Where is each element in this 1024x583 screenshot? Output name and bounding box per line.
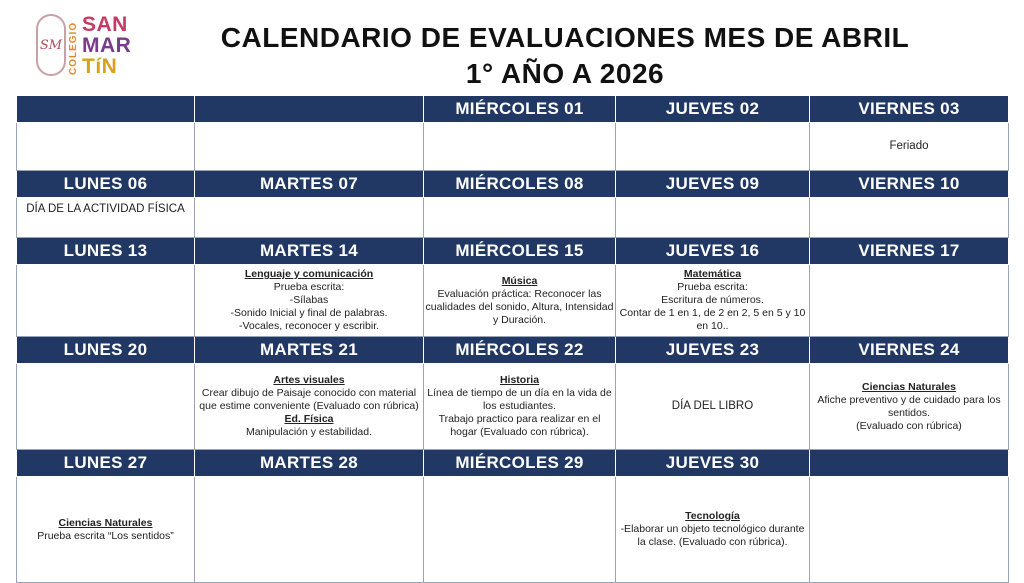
day-header: MIÉRCOLES 15 [424,238,616,265]
logo-colegio-text: COLEGIO [68,21,79,75]
day-header: MARTES 14 [195,238,424,265]
evaluation-detail: Crear dibujo de Paisaje conocido con material que estime conveniente (Evaluado con rúbrica) [199,387,419,412]
day-cell [616,477,810,583]
week-body-row [17,123,1009,171]
day-cell [810,364,1009,450]
evaluation-detail: Evaluación práctica: Reconocer las cualidades del sonido, Altura, Intensidad y Duración. [425,287,614,326]
day-cell [17,364,195,450]
day-header: JUEVES 16 [616,238,810,265]
evaluation-detail: Prueba escrita “Los sentidos” [37,529,174,542]
day-cell [810,265,1009,337]
crest-icon: SM [36,14,66,76]
day-cell [616,364,810,450]
day-cell [616,198,810,238]
day-cell [424,477,616,583]
day-cell [810,198,1009,238]
day-header: MIÉRCOLES 01 [424,96,616,123]
evaluation-detail: Manipulación y estabilidad. [245,426,373,438]
day-header: MARTES 21 [195,337,424,364]
day-header: MIÉRCOLES 08 [424,171,616,198]
day-cell [195,477,424,583]
subject-title: Ed. Física [284,413,334,425]
week-header-row [17,96,1009,123]
day-cell [17,265,195,337]
evaluation-detail: Trabajo practico para realizar en el hogar (Evaluado con rúbrica). [438,413,601,438]
day-cell [195,364,424,450]
evaluation-detail: -Vocales, reconocer y escribir. [238,320,380,332]
evaluation-detail: -Sonido Inicial y final de palabras. [230,307,388,319]
week-body-row [17,364,1009,450]
evaluation-detail: -Elaborar un objeto tecnológico durante la clase. (Evaluado con rúbrica). [620,523,805,548]
page-subtitle: 1° AÑO A 2026 [465,58,665,89]
week-body-row [17,265,1009,337]
subject-title: Ciencias Naturales [862,380,956,393]
evaluation-detail: Contar de 1 en 1, de 2 en 2, 5 en 5 y 10 en 10.. [619,307,806,332]
evaluation-detail: -Sílabas [289,294,329,306]
evaluation-detail: Línea de tiempo de un día en la vida de los estudiantes. [427,387,612,412]
page-header [0,0,1024,95]
day-cell [616,123,810,171]
day-header: LUNES 13 [17,238,195,265]
evaluation-detail: Afiche preventivo y de cuidado para los sentidos. [817,393,1001,419]
day-header [195,96,424,123]
day-header: LUNES 27 [17,450,195,477]
week-header-row [17,337,1009,364]
day-header: LUNES 20 [17,337,195,364]
day-header: JUEVES 02 [616,96,810,123]
day-cell [616,265,810,337]
page-title: CALENDARIO DE EVALUACIONES MES DE ABRIL [220,22,910,53]
day-header: JUEVES 30 [616,450,810,477]
week-header-row [17,450,1009,477]
evaluation-calendar [16,95,1009,583]
school-logo [36,14,156,80]
subject-title: Artes visuales [273,374,345,386]
day-cell [424,265,616,337]
day-note: DÍA DE LA ACTIVIDAD FÍSICA [26,203,185,215]
subject-title: Ciencias Naturales [58,516,153,529]
week-body-row [17,477,1009,583]
day-cell [195,198,424,238]
day-cell [424,198,616,238]
evaluation-detail: Prueba escrita: [677,281,748,293]
subject-title: Historia [499,374,540,386]
day-header: VIERNES 10 [810,171,1009,198]
week-header-row [17,171,1009,198]
day-header: MARTES 07 [195,171,424,198]
day-header: LUNES 06 [17,171,195,198]
day-header [17,96,195,123]
day-header: MIÉRCOLES 29 [424,450,616,477]
day-header: MARTES 28 [195,450,424,477]
day-cell [17,123,195,171]
subject-title: Matemática [683,268,742,280]
subject-title: Música [501,274,538,287]
week-body-row [17,198,1009,238]
day-note: Feriado [889,140,929,152]
day-cell [810,477,1009,583]
day-cell [424,364,616,450]
subject-title: Lenguaje y comunicación [244,268,374,280]
day-header: MIÉRCOLES 22 [424,337,616,364]
week-header-row [17,238,1009,265]
evaluation-detail: (Evaluado con rúbrica) [856,419,962,432]
evaluation-detail: Escritura de números. [661,294,764,306]
day-header: JUEVES 23 [616,337,810,364]
day-header: VIERNES 24 [810,337,1009,364]
day-header: VIERNES 17 [810,238,1009,265]
day-cell [17,198,195,238]
day-cell [424,123,616,171]
day-cell [810,123,1009,171]
logo-brand-text: SAN MAR TíN [82,13,132,78]
day-cell [195,265,424,337]
day-header: JUEVES 09 [616,171,810,198]
day-cell [195,123,424,171]
day-note: DÍA DEL LIBRO [671,400,754,412]
evaluation-detail: Prueba escrita: [273,281,345,293]
day-header [810,450,1009,477]
day-cell [17,477,195,583]
subject-title: Tecnología [685,510,740,522]
day-header: VIERNES 03 [810,96,1009,123]
